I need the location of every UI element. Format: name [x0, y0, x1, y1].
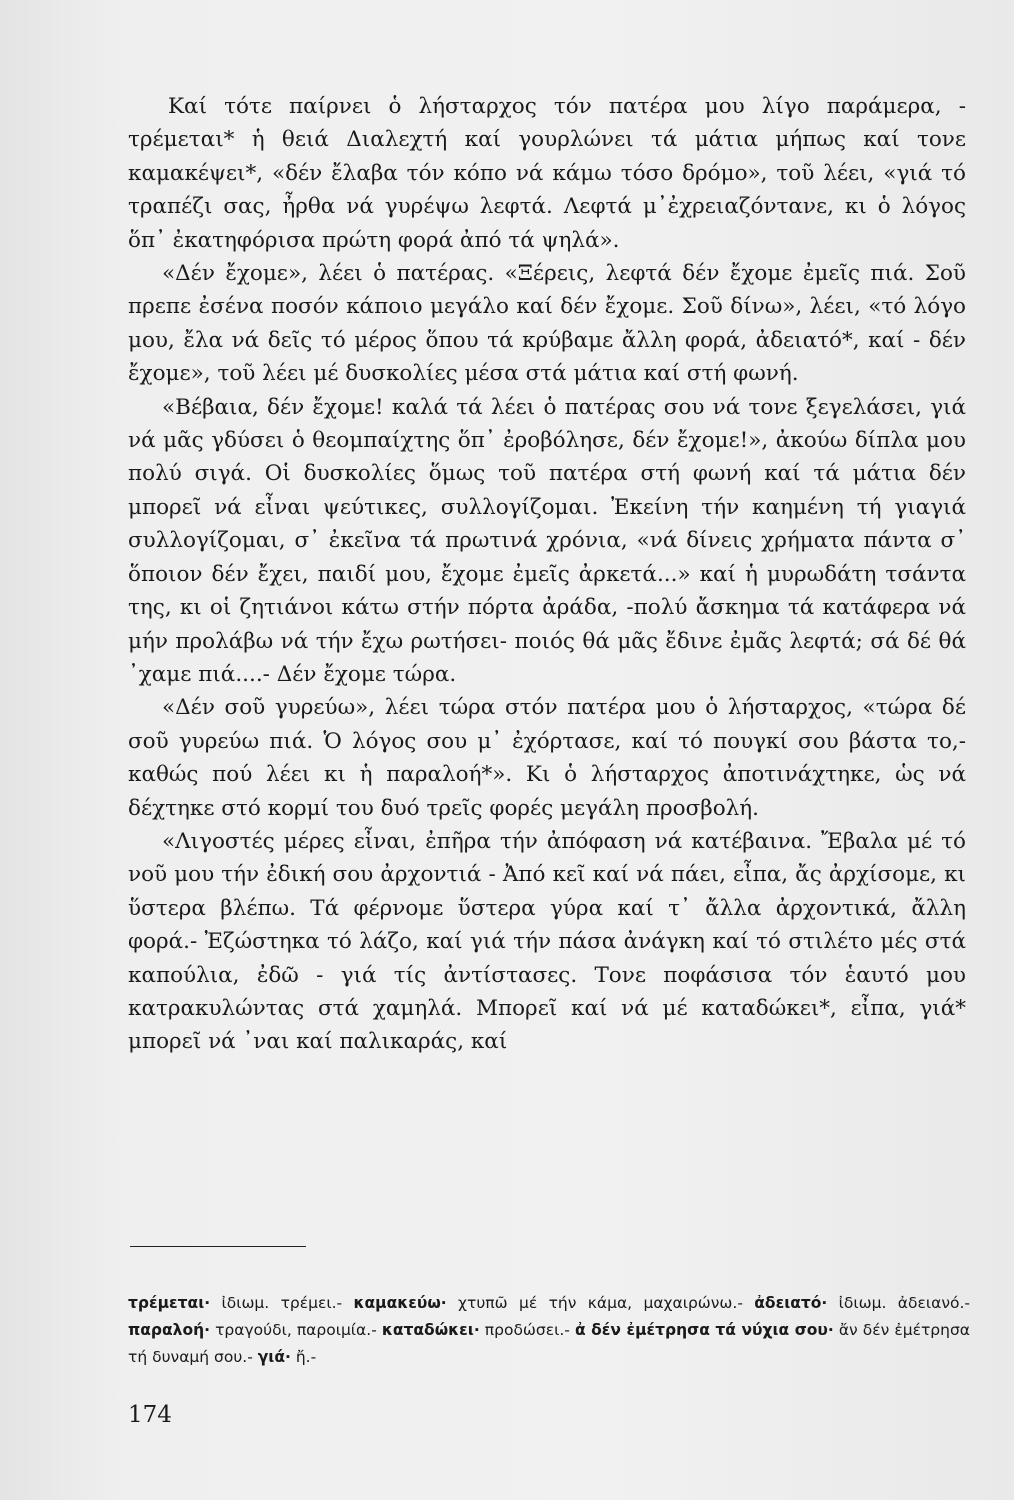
footnote-definition: προδώσει.-: [479, 1321, 575, 1339]
footnote-term: καμακεύω·: [353, 1294, 447, 1312]
footnote-definition: χτυπῶ μέ τήν κάμα, μαχαιρώνω.-: [446, 1294, 755, 1312]
footnote-divider: [130, 1246, 306, 1247]
paragraph-1: Καί τότε παίρνει ὁ λήσταρχος τόν πατέρα μου λίγο παράμερα, - τρέμεται* ἡ θειά Διαλεχτή καί γουρλώνει τά μάτια μήπως καί τονε καμακέψει*, «δέν ἔλαβα τόν κόπο νά κάμω τόσο δρόμο», τοῦ λέει, «γιά τό τραπέζι σας, ἦρθα νά γυρέψω λεφτά. Λεφτά μ᾿ἐχρειαζόντανε, κι ὁ λόγος ὅπ᾿ ἐκατηφόρισα πρώτη φορά ἀπό τά ψηλά».: [128, 94, 966, 253]
footnote-term: ἀδειατό·: [754, 1294, 828, 1312]
paragraph-2: «Δέν ἔχομε», λέει ὁ πατέρας. «Ξέρεις, λεφτά δέν ἔχομε ἐμεῖς πιά. Σοῦ πρεπε ἐσένα ποσόν κάποιο μεγάλο καί δέν ἔχομε. Σοῦ δίνω», λέει, «τό λόγο μου, ἔλα νά δεῖς τό μέρος ὅπου τά κρύβαμε ἄλλη φορά, ἀδειατό*, καί - δέν ἔχομε», τοῦ λέει μέ δυσκολίες μέσα στά μάτια καί στή φωνή.: [128, 261, 966, 387]
footnote-term: ἀ δέν ἐμέτρησα τά νύχια σου·: [574, 1321, 834, 1339]
footnote-definition: τραγούδι, παροιμία.-: [210, 1321, 382, 1339]
footnote-term: καταδώκει·: [381, 1321, 480, 1339]
page-number: 174: [128, 1402, 172, 1428]
footnote-term: τρέμεται·: [128, 1294, 211, 1312]
footnotes: [128, 1290, 970, 1371]
footnote-definition: ἰδιωμ. ἀδειανό.-: [827, 1294, 970, 1312]
paragraph-4: «Δέν σοῦ γυρεύω», λέει τώρα στόν πατέρα μου ὁ λήσταρχος, «τώρα δέ σοῦ γυρεύω πιά. Ὁ λόγος σου μ᾿ ἐχόρτασε, καί τό πουγκί σου βάστα το,- καθώς πού λέει κι ἡ παραλοή*». Κι ὁ λήσταρχος ἀποτινάχτηκε, ὡς νά δέχτηκε στό κορμί του δυό τρεῖς φορές μεγάλη προσβολή.: [128, 695, 966, 821]
paragraph-5: «Λιγοστές μέρες εἶναι, ἐπῆρα τήν ἀπόφαση νά κατέβαινα. Ἔβαλα μέ τό νοῦ μου τήν ἐδική σου ἀρχοντιά - Ἀπό κεῖ καί νά πάει, εἶπα, ἄς ἀρχίσομε, κι ὕστερα βλέπω. Τά φέρνομε ὕστερα γύρα καί τ᾿ ἄλλα ἀρχοντικά, ἄλλη φορά.- Ἐζώστηκα τό λάζο, καί γιά τήν πάσα ἀνάγκη καί τό στιλέτο μές στά καπούλια, ἐδῶ - γιά τίς ἀντίστασες. Τονε ποφάσισα τόν ἑαυτό μου κατρακυλώντας στά χαμηλά. Μπορεῖ καί νά μέ καταδώκει*, εἶπα, γιά* μπορεῖ νά ᾿ναι καί παλικαράς, καί: [128, 828, 966, 1055]
footnote-definition: ἄν δέν ἐμέτρησα τή δυναμή σου.-: [128, 1321, 970, 1366]
paragraph-3: «Βέβαια, δέν ἔχομε! καλά τά λέει ὁ πατέρας σου νά τονε ξεγελάσει, γιά νά μᾶς γδύσει ὁ θεομπαίχτης ὅπ᾿ ἐροβόλησε, δέν ἔχομε!», ἀκούω δίπλα μου πολύ σιγά. Οἱ δυσκολίες ὅμως τοῦ πατέρα στή φωνή καί τά μάτια δέν μπορεῖ νά εἶναι ψεύτικες, συλλογίζομαι. Ἐκείνη τήν καημένη τή γιαγιά συλλογίζομαι, σ᾿ ἐκεῖνα τά πρωτινά χρόνια, «νά δίνεις χρήματα πάντα σ᾿ ὅποιον δέν ἔχει, παιδί μου, ἔχομε ἐμεῖς ἀρκετά...» καί ἡ μυρωδάτη τσάντα της, κι οἱ ζητιάνοι κάτω στήν πόρτα ἀράδα, -πολύ ἄσκημα τά κατάφερα νά μήν προλάβω νά τήν ἔχω ρωτήσει- ποιός θά μᾶς ἔδινε ἐμᾶς λεφτά; σά δέ θά ᾿χαμε πιά....- Δέν ἔχομε τώρα.: [128, 394, 966, 687]
footnote-term: γιά·: [257, 1348, 291, 1366]
footnote-definition: ἰδιωμ. τρέμει.-: [210, 1294, 354, 1312]
footnote-definition: ἤ.-: [290, 1348, 317, 1366]
main-text: [128, 90, 966, 1059]
footnote-term: παραλοή·: [128, 1321, 211, 1339]
